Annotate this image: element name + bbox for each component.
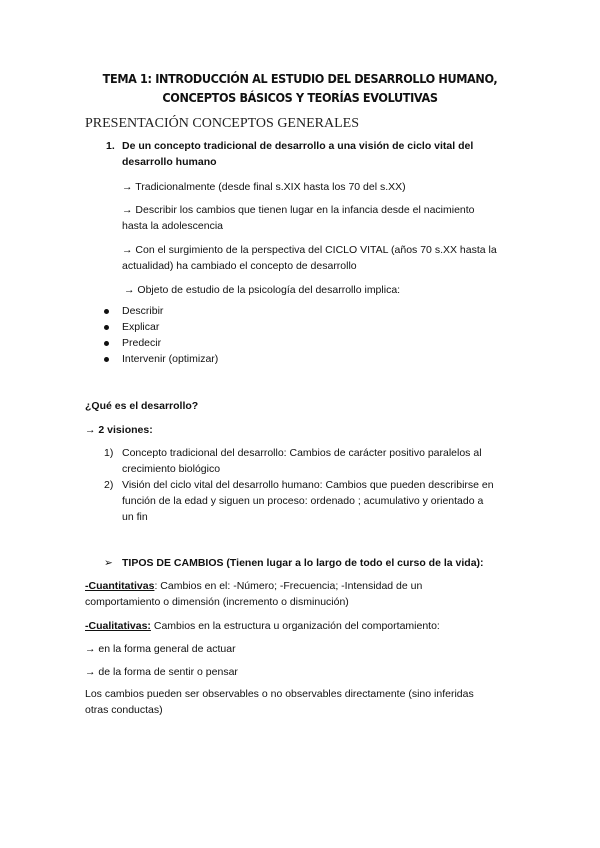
vision2-line1: Visión del ciclo vital del desarrollo humano: Cambios que pueden describirse en	[122, 479, 494, 491]
arrow-line-1: → Tradicionalmente (desde final s.XIX hasta los 70 del s.XX)	[122, 181, 406, 193]
bullet-dot	[104, 309, 109, 314]
question-heading: ¿Qué es el desarrollo?	[85, 400, 199, 412]
arrowhead-bullet-icon: ➢	[104, 557, 113, 569]
vision2-line3: un fin	[122, 511, 148, 523]
cuantitativas-line2: comportamiento o dimensión (incremento o disminución)	[85, 596, 349, 608]
arrow-line-3a: → Con el surgimiento de la perspectiva del CICLO VITAL (años 70 s.XX hasta la	[122, 244, 497, 256]
title-line-2: CONCEPTOS BÁSICOS Y TEORÍAS EVOLUTIVAS	[162, 90, 438, 105]
forma-line-2: → de la forma de sentir o pensar	[85, 666, 238, 678]
bullet-dot	[104, 357, 109, 362]
cualitativas-line	[85, 618, 440, 634]
arrow-line-2b: hasta la adolescencia	[122, 220, 223, 232]
cuantitativas-line1	[85, 578, 422, 594]
final-line-1: Los cambios pueden ser observables o no observables directamente (sino inferidas	[85, 688, 474, 700]
vision2-number: 2)	[104, 479, 114, 491]
cuantitativas-label: -Cuantitativas	[85, 580, 155, 592]
item1-line2: desarrollo humano	[122, 156, 217, 168]
vision2-line2: función de la edad y siguen un proceso: ordenado ; acumulativo y orientado a	[122, 495, 484, 507]
forma-line-1: → en la forma general de actuar	[85, 643, 236, 655]
cualitativas-label: -Cualitativas:	[85, 620, 151, 632]
arrow-line-2a: → Describir los cambios que tienen lugar en la infancia desde el nacimiento	[122, 204, 475, 216]
bullet-item: Intervenir (optimizar)	[122, 353, 219, 365]
section-heading: PRESENTACIÓN CONCEPTOS GENERALES	[85, 116, 359, 131]
vision1-line2: crecimiento biológico	[122, 463, 221, 475]
tipos-heading: TIPOS DE CAMBIOS (Tienen lugar a lo largo de todo el curso de la vida):	[122, 557, 484, 569]
bullet-item: Explicar	[122, 321, 160, 333]
cuantitativas-text: : Cambios en el: -Número; -Frecuencia; -Intensidad de un	[154, 580, 423, 592]
bullet-dot	[104, 325, 109, 330]
title-line-1: TEMA 1: INTRODUCCIÓN AL ESTUDIO DEL DESARROLLO HUMANO,	[102, 71, 498, 86]
vision1-line1: Concepto tradicional del desarrollo: Cambios de carácter positivo paralelos al	[122, 447, 482, 459]
arrow-line-4: → Objeto de estudio de la psicología del desarrollo implica:	[124, 284, 401, 296]
item1-number: 1.	[106, 140, 115, 152]
cualitativas-text: Cambios en la estructura u organización del comportamiento:	[150, 620, 440, 632]
bullet-dot	[104, 341, 109, 346]
item1-line1: De un concepto tradicional de desarrollo a una visión de ciclo vital del	[122, 140, 474, 152]
vision1-number: 1)	[104, 447, 114, 459]
two-visions-heading: → 2 visiones:	[85, 424, 153, 436]
arrow-line-3b: actualidad) ha cambiado el concepto de desarrollo	[122, 260, 357, 272]
final-line-2: otras conductas)	[85, 704, 163, 716]
bullet-item: Describir	[122, 305, 164, 317]
bullet-item: Predecir	[122, 337, 162, 349]
